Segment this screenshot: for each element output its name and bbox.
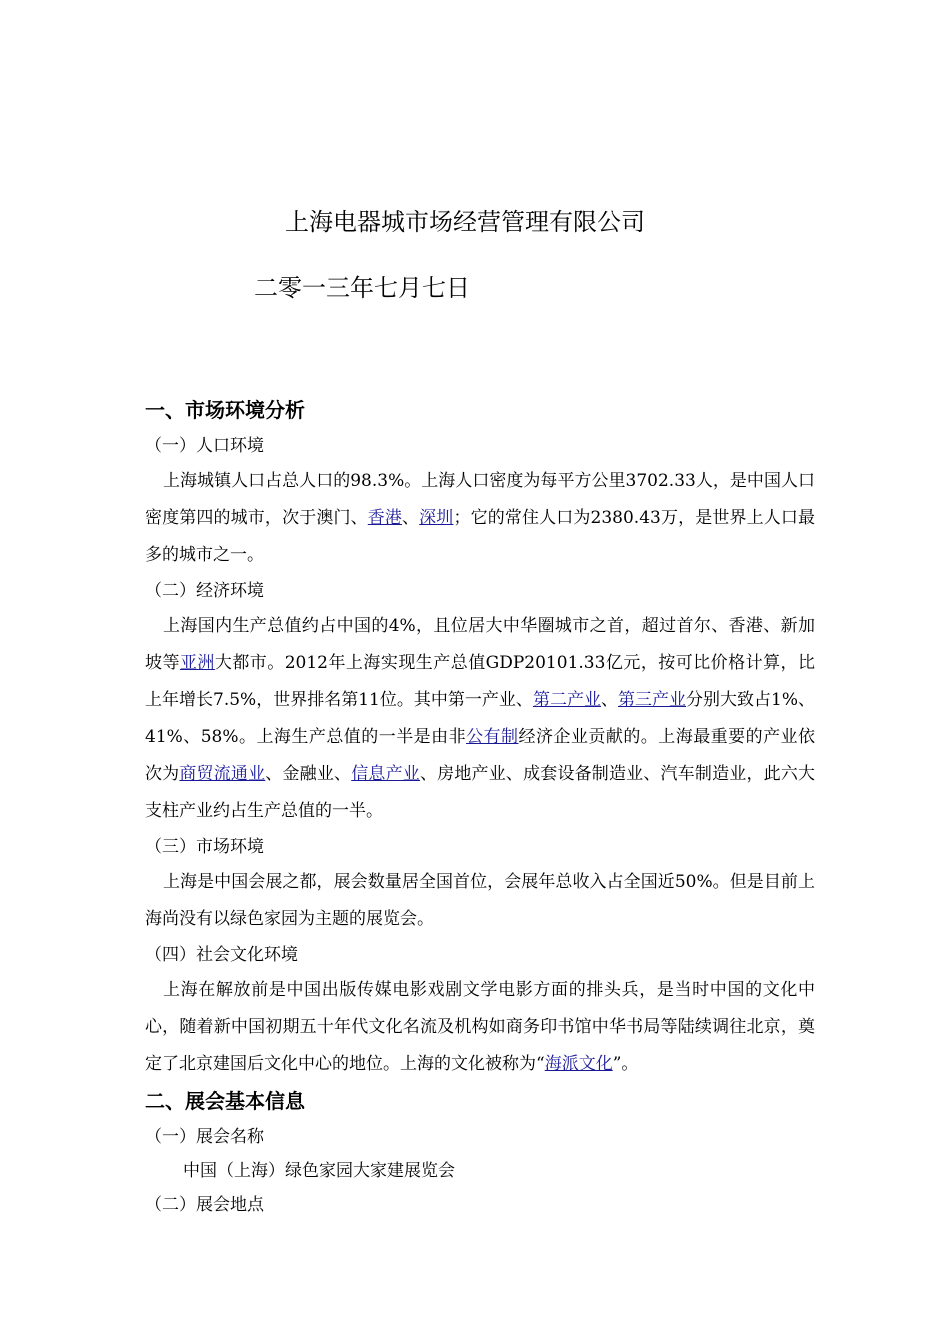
paragraph-text: 上海城镇人口占总人口的98.3%。上海人口密度为每平方公里3702.33人，是中国人口密度第四的城市，次于澳门、 xyxy=(145,471,815,528)
inline-link[interactable]: 海派文化 xyxy=(544,1054,613,1074)
paragraph-text: ”。 xyxy=(612,1054,639,1074)
inline-link[interactable]: 第三产业 xyxy=(617,690,687,710)
paragraph-text: 、 xyxy=(402,508,420,528)
paragraph-text: 上海是中国会展之都，展会数量居全国首位，会展年总收入占全国近50%。但是目前上海尚没有以绿色家园为主题的展览会。 xyxy=(145,872,815,929)
subsection-heading: （四）社会文化环境 xyxy=(145,945,298,965)
subsection-heading: （三）市场环境 xyxy=(145,837,264,857)
inline-link[interactable]: 香港 xyxy=(367,508,403,528)
paragraph-text: 大都市。2012年上海实现生产总值GDP20101.33亿元，按可比价格计算，比上年增长7.5%，世界排名第11位。其中第一产业、 xyxy=(145,653,816,710)
paragraph-text: 分别大致占1%、41%、58%。上海生产总值的一半是由非 xyxy=(145,690,816,747)
paragraph xyxy=(145,972,815,1083)
exhibition-name: 中国（上海）绿色家园大家建展览会 xyxy=(183,1161,455,1181)
subsection-heading: （一）展会名称 xyxy=(145,1127,264,1147)
paragraph xyxy=(145,463,815,574)
paragraph-text: 经济企业贡献的。上海最重要的产业依次为 xyxy=(145,727,816,784)
paragraph-text: 上海在解放前是中国出版传媒电影戏剧文学电影方面的排头兵，是当时中国的文化中心，随着新中国初期五十年代文化名流及机构如商务印书馆中华书局等陆续调往北京，奠定了北京建国后文化中心的地位。上海的文化被称为“ xyxy=(145,980,815,1074)
document-body xyxy=(145,392,815,1222)
subsection-heading: （二）展会地点 xyxy=(145,1195,264,1215)
section-heading: 一、市场环境分析 xyxy=(145,398,305,422)
paragraph xyxy=(145,864,815,938)
subsection-heading: （二）经济环境 xyxy=(145,581,264,601)
paragraph-text: ；它的常住人口为2380.43万，是世界上人口最多的城市之一。 xyxy=(145,508,816,565)
paragraph xyxy=(145,608,815,830)
inline-link[interactable]: 第二产业 xyxy=(532,690,601,710)
inline-link[interactable]: 亚洲 xyxy=(179,653,215,673)
inline-link[interactable]: 信息产业 xyxy=(351,764,420,784)
paragraph-text: 、金融业、 xyxy=(265,764,352,784)
document-date: 二零一三年七月七日 xyxy=(254,274,470,302)
inline-link[interactable]: 深圳 xyxy=(419,508,454,528)
section-heading: 二、展会基本信息 xyxy=(145,1089,305,1113)
paragraph-text: 、 xyxy=(600,690,618,710)
subsection-heading: （一）人口环境 xyxy=(145,436,264,456)
company-name: 上海电器城市场经营管理有限公司 xyxy=(285,208,645,236)
paragraph-text: 、房地产业、成套设备制造业、汽车制造业，此六大支柱产业约占生产总值的一半。 xyxy=(145,764,816,821)
inline-link[interactable]: 商贸流通业 xyxy=(179,764,266,784)
paragraph-text: 上海国内生产总值约占中国的4%，且位居大中华圈城市之首，超过首尔、香港、新加坡等 xyxy=(145,616,815,673)
inline-link[interactable]: 公有制 xyxy=(466,727,519,747)
